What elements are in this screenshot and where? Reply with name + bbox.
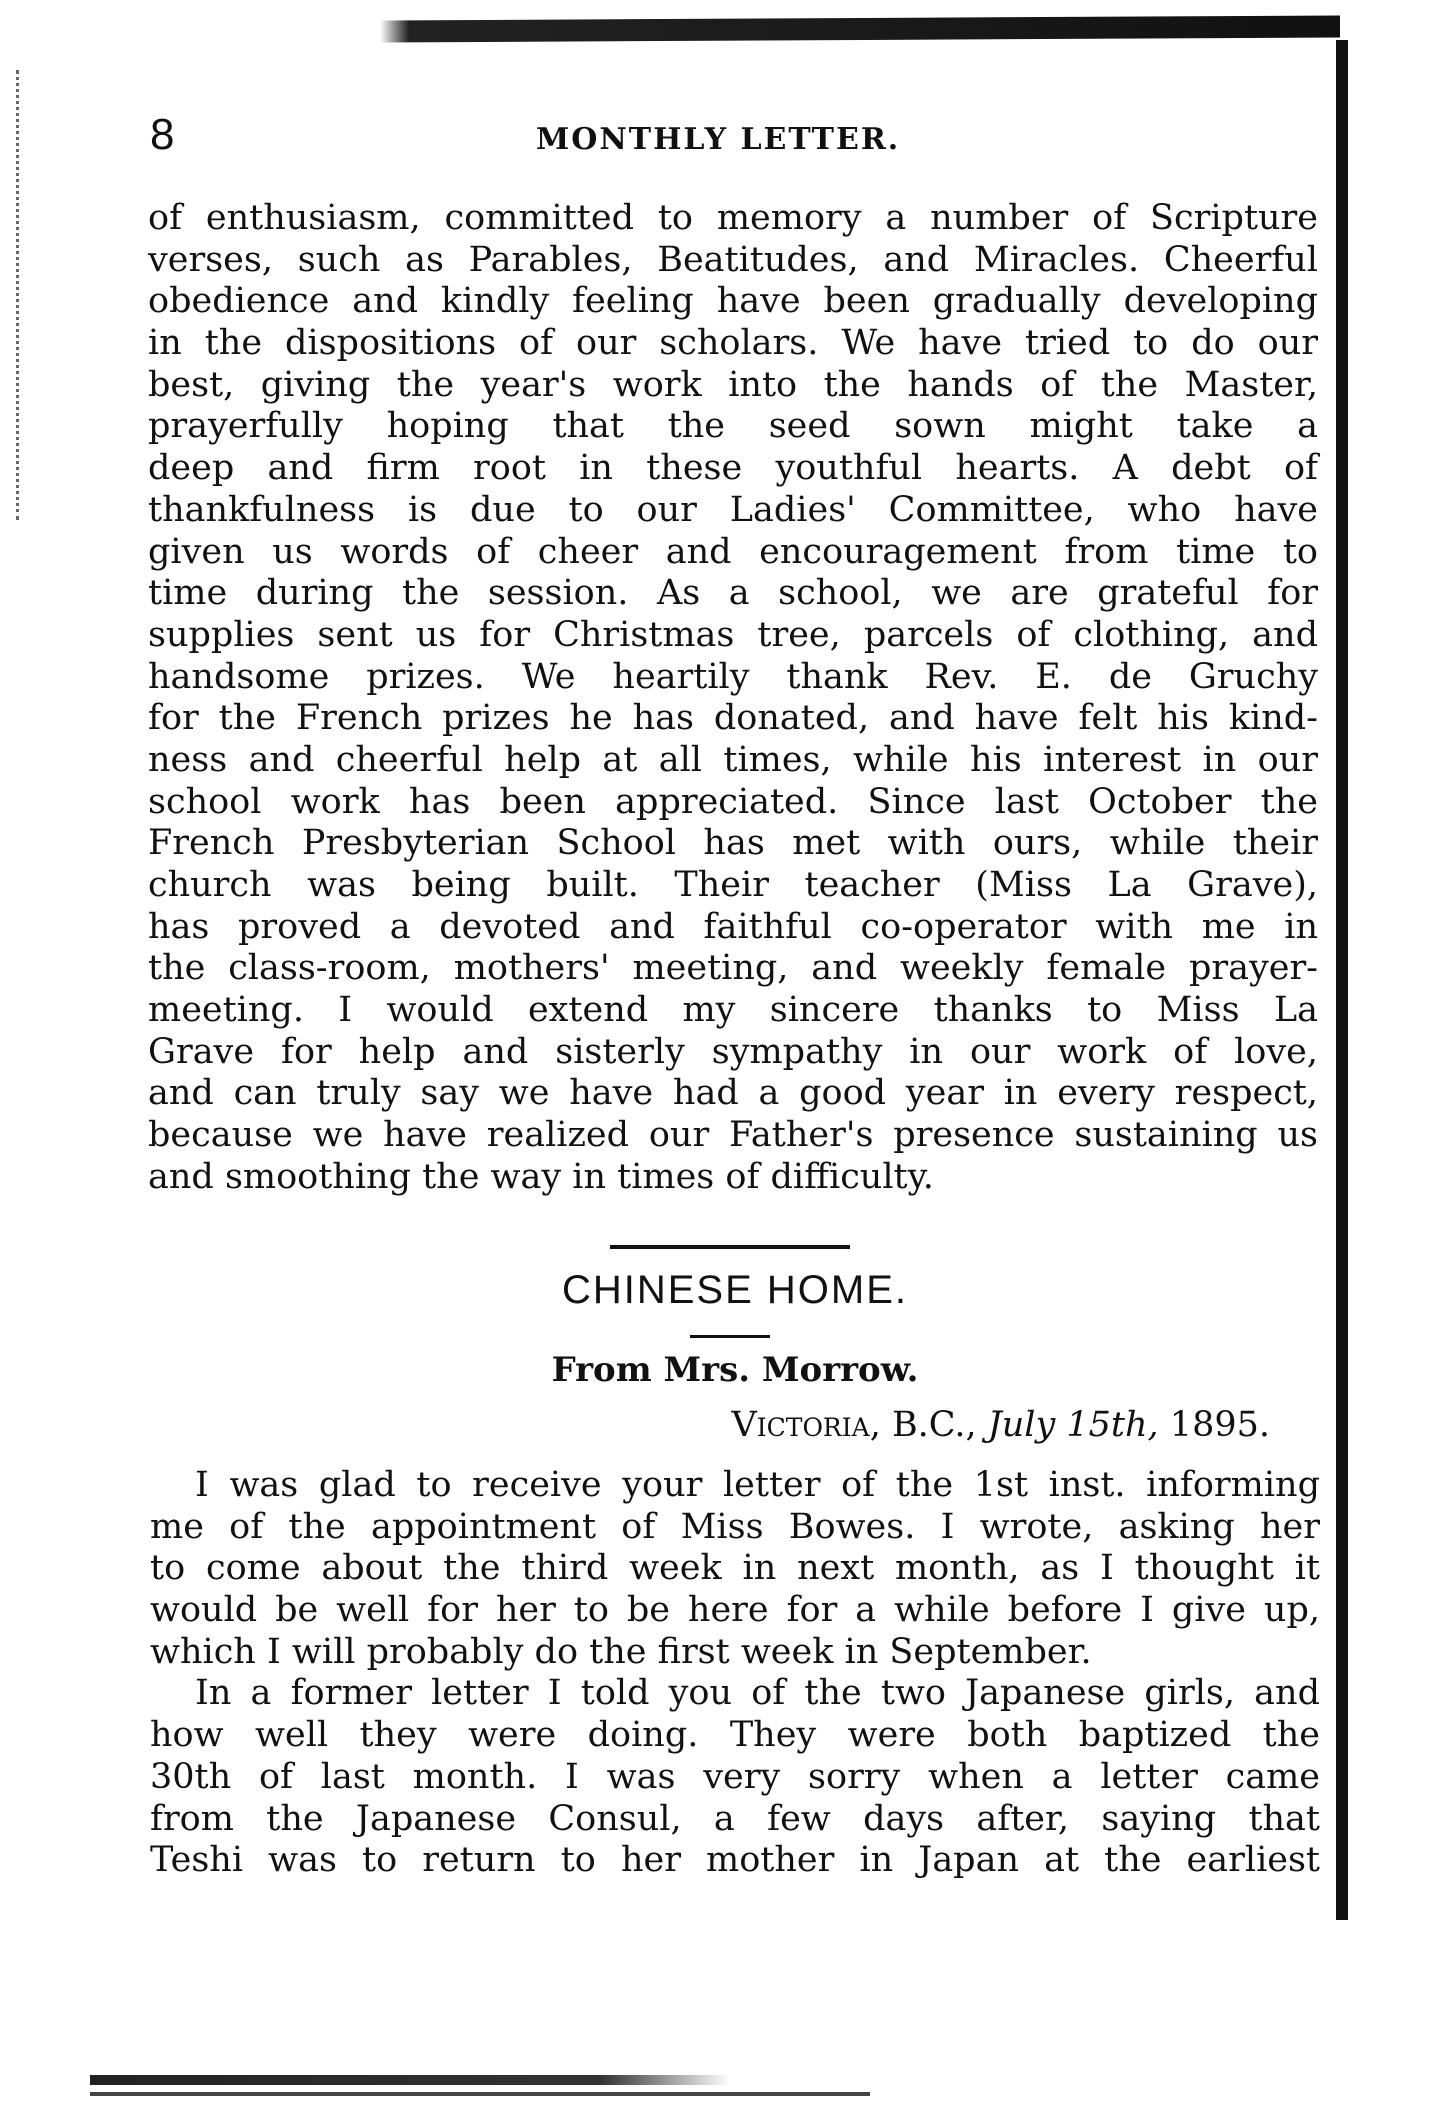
text-line: handsome prizes. We heartily thank Rev. E. de Gruchy xyxy=(148,656,1318,697)
text-line: supplies sent us for Christmas tree, parcels of clothing, and xyxy=(148,614,1318,655)
text-line: to come about the third week in next month, as I thought it xyxy=(150,1548,1320,1589)
text-line: would be well for her to be here for a while before I give up, xyxy=(150,1590,1320,1631)
text-line: In a former letter I told you of the two Japanese girls, and xyxy=(195,1673,1320,1714)
section-divider xyxy=(610,1245,850,1249)
text-line: because we have realized our Father's presence sustaining us xyxy=(148,1115,1318,1156)
text-line: and can truly say we have had a good year in every respect, xyxy=(148,1073,1318,1114)
text-line: me of the appointment of Miss Bowes. I wrote, asking her xyxy=(150,1506,1320,1547)
title-underline xyxy=(690,1335,770,1338)
dateline-date: July 15th, xyxy=(987,1405,1159,1445)
text-line: Teshi was to return to her mother in Japan at the earliest xyxy=(150,1840,1320,1881)
text-line: from the Japanese Consul, a few days after, saying that xyxy=(150,1798,1320,1839)
dateline-year: 1895. xyxy=(1169,1405,1270,1445)
text-line: obedience and kindly feeling have been gradually developing xyxy=(148,281,1318,322)
text-line: prayerfully hoping that the seed sown might take a xyxy=(148,406,1318,447)
text-line: meeting. I would extend my sincere thanks to Miss La xyxy=(148,990,1318,1031)
dateline-place: Victoria, B.C., xyxy=(731,1405,977,1445)
bottom-border-rule-thin xyxy=(90,2092,870,2096)
text-line: Grave for help and sisterly sympathy in our work of love, xyxy=(148,1031,1318,1072)
text-line: for the French prizes he has donated, and have felt his kind- xyxy=(148,698,1318,739)
section-title: CHINESE HOME. xyxy=(561,1268,909,1312)
right-border-rule xyxy=(1336,40,1348,1920)
text-line: and smoothing the way in times of difficulty. xyxy=(148,1156,934,1197)
text-line: of enthusiasm, committed to memory a number of Scripture xyxy=(148,198,1318,238)
page-number: 8 xyxy=(150,110,175,159)
text-line: how well they were doing. They were both baptized the xyxy=(150,1715,1320,1756)
text-line: thankfulness is due to our Ladies' Committee, who have xyxy=(148,489,1318,530)
dateline xyxy=(150,1405,1270,1445)
text-line: ness and cheerful help at all times, while his interest in our xyxy=(148,739,1318,780)
text-line: verses, such as Parables, Beatitudes, and Miracles. Cheerful xyxy=(148,239,1318,280)
text-line: best, giving the year's work into the hands of the Master, xyxy=(148,364,1318,405)
top-border-rule xyxy=(380,15,1340,42)
text-line: which I will probably do the first week in September. xyxy=(150,1631,1092,1672)
text-line: 30th of last month. I was very sorry when a letter came xyxy=(150,1756,1320,1797)
text-line: school work has been appreciated. Since last October the xyxy=(148,781,1318,822)
page-header xyxy=(150,110,1320,160)
text-line: church was being built. Their teacher (Miss La Grave), xyxy=(148,865,1318,905)
paragraph-continued xyxy=(148,198,1318,1199)
text-line: French Presbyterian School has met with ours, while their xyxy=(148,823,1318,864)
text-line: deep and firm root in these youthful hearts. A debt of xyxy=(148,448,1318,489)
text-line: I was glad to receive your letter of the 1st inst. informing xyxy=(195,1465,1320,1505)
text-line: has proved a devoted and faithful co-operator with me in xyxy=(148,906,1318,947)
text-line: given us words of cheer and encouragement from time to xyxy=(148,531,1318,572)
text-line: time during the session. As a school, we are grateful for xyxy=(148,573,1318,614)
byline: From Mrs. Morrow. xyxy=(551,1350,919,1390)
running-title: MONTHLY LETTER. xyxy=(536,122,901,157)
letter-body xyxy=(150,1465,1320,1882)
margin-marks xyxy=(16,70,25,520)
bottom-border-rule xyxy=(90,2075,730,2085)
text-line: in the dispositions of our scholars. We have tried to do our xyxy=(148,323,1318,364)
text-line: the class-room, mothers' meeting, and weekly female prayer- xyxy=(148,948,1318,989)
